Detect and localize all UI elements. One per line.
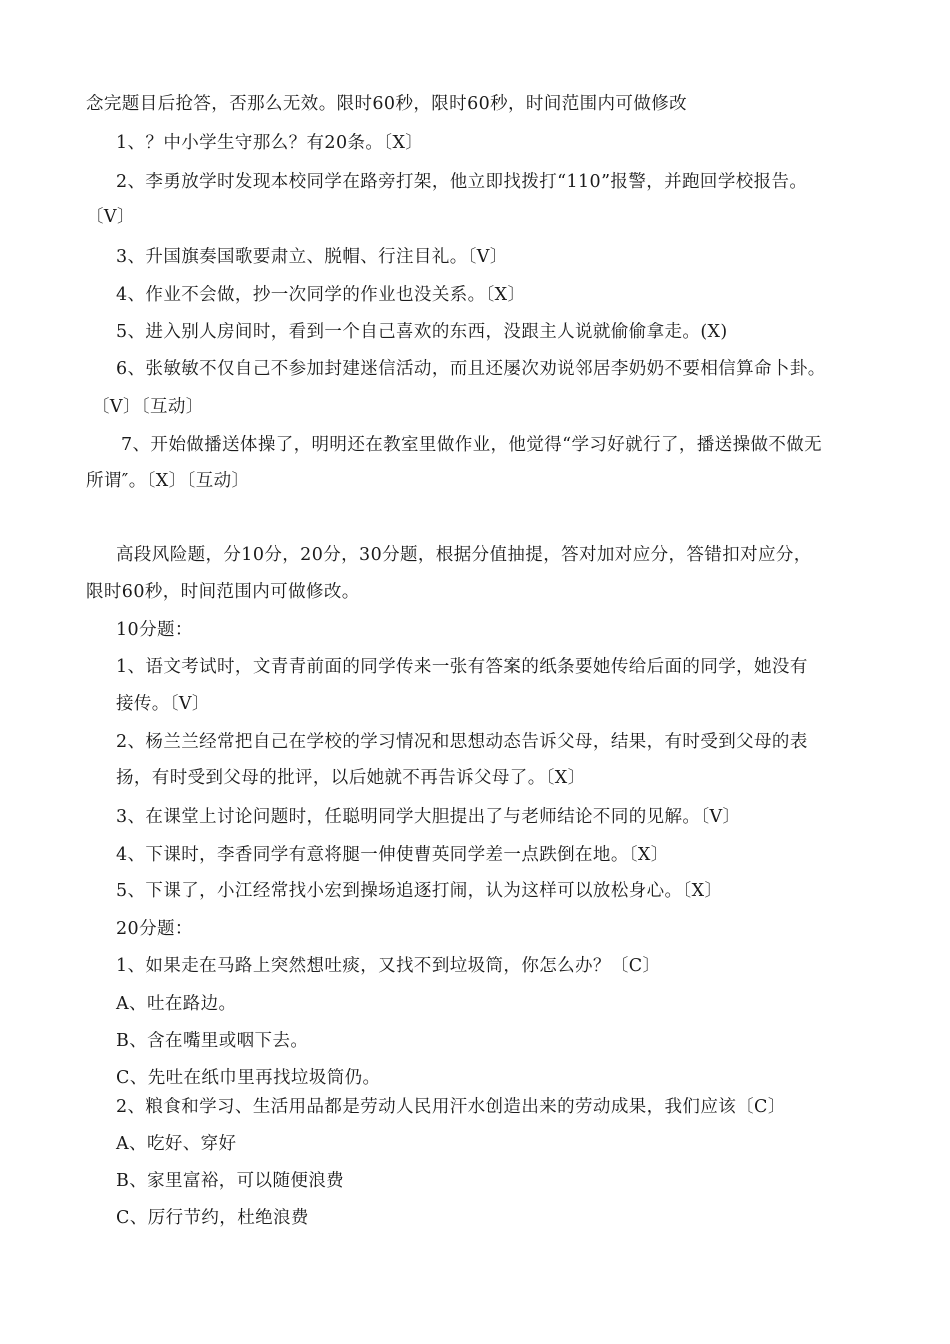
twenty-point-q1-option-b: B、含在嘴里或咽下去。	[116, 1031, 309, 1051]
twenty-point-question-1: 1、如果走在马路上突然想吐痰，又找不到垃圾筒，你怎么办？〔C〕	[116, 956, 661, 976]
ten-point-question-5: 5、下课了，小江经常找小宏到操场追逐打闹，认为这样可以放松身心。〔X〕	[116, 881, 723, 901]
intro-rules-line: 念完题目后抢答，否那么无效。限时60秒，限时60秒，时间范围内可做修改	[86, 94, 688, 114]
high-risk-section-time: 限时60秒，时间范围内可做修改。	[86, 582, 360, 602]
section-10-points-heading: 10分题：	[116, 620, 193, 640]
question-4: 4、作业不会做，抄一次同学的作业也没关系。〔X〕	[116, 285, 526, 305]
question-2: 2、李勇放学时发现本校同学在路旁打架，他立即找拨打“110”报警，并跑回学校报告。	[116, 172, 808, 192]
twenty-point-question-2: 2、粮食和学习、生活用品都是劳动人民用汗水创造出来的劳动成果，我们应该〔C〕	[116, 1097, 786, 1117]
question-6-answer: 〔V〕〔互动〕	[92, 397, 204, 417]
ten-point-question-1: 1、语文考试时，文青青前面的同学传来一张有答案的纸条要她传给后面的同学，她没有	[116, 657, 808, 677]
ten-point-question-2: 2、杨兰兰经常把自己在学校的学习情况和思想动态告诉父母，结果，有时受到父母的表	[116, 732, 808, 752]
question-6: 6、张敏敏不仅自己不参加封建迷信活动，而且还屡次劝说邻居李奶奶不要相信算命卜卦。	[116, 359, 826, 379]
ten-point-question-4: 4、下课时，李香同学有意将腿一伸使曹英同学差一点跌倒在地。〔X〕	[116, 845, 669, 865]
question-2-answer: 〔V〕	[86, 207, 135, 227]
ten-point-question-1-answer: 接传。〔V〕	[116, 694, 210, 714]
question-1: 1、？中小学生守那么？有20条。〔X〕	[116, 133, 424, 153]
question-3: 3、升国旗奏国歌要肃立、脱帽、行注目礼。〔V〕	[116, 247, 508, 267]
section-20-points-heading: 20分题：	[116, 919, 193, 939]
question-7-continued: 所谓″。〔X〕〔互动〕	[86, 471, 250, 491]
twenty-point-q2-option-a: A、吃好、穿好	[116, 1134, 237, 1154]
question-5: 5、进入别人房间时，看到一个自己喜欢的东西，没跟主人说就偷偷拿走。(X)	[116, 322, 728, 342]
twenty-point-q2-option-c: C、厉行节约，杜绝浪费	[116, 1208, 309, 1228]
ten-point-question-3: 3、在课堂上讨论问题时，任聪明同学大胆提出了与老师结论不同的见解。〔V〕	[116, 807, 741, 827]
question-7: 7、开始做播送体操了，明明还在教室里做作业，他觉得“学习好就行了，播送操做不做无	[121, 435, 823, 455]
twenty-point-q2-option-b: B、家里富裕，可以随便浪费	[116, 1171, 345, 1191]
twenty-point-q1-option-c: C、先吐在纸巾里再找垃圾筒仍。	[116, 1068, 381, 1088]
ten-point-question-2-continued: 扬，有时受到父母的批评，以后她就不再告诉父母了。〔X〕	[116, 768, 586, 788]
twenty-point-q1-option-a: A、吐在路边。	[116, 994, 237, 1014]
high-risk-section-intro: 高段风险题，分10分，20分，30分题，根据分值抽提，答对加对应分，答错扣对应分，	[116, 545, 812, 565]
